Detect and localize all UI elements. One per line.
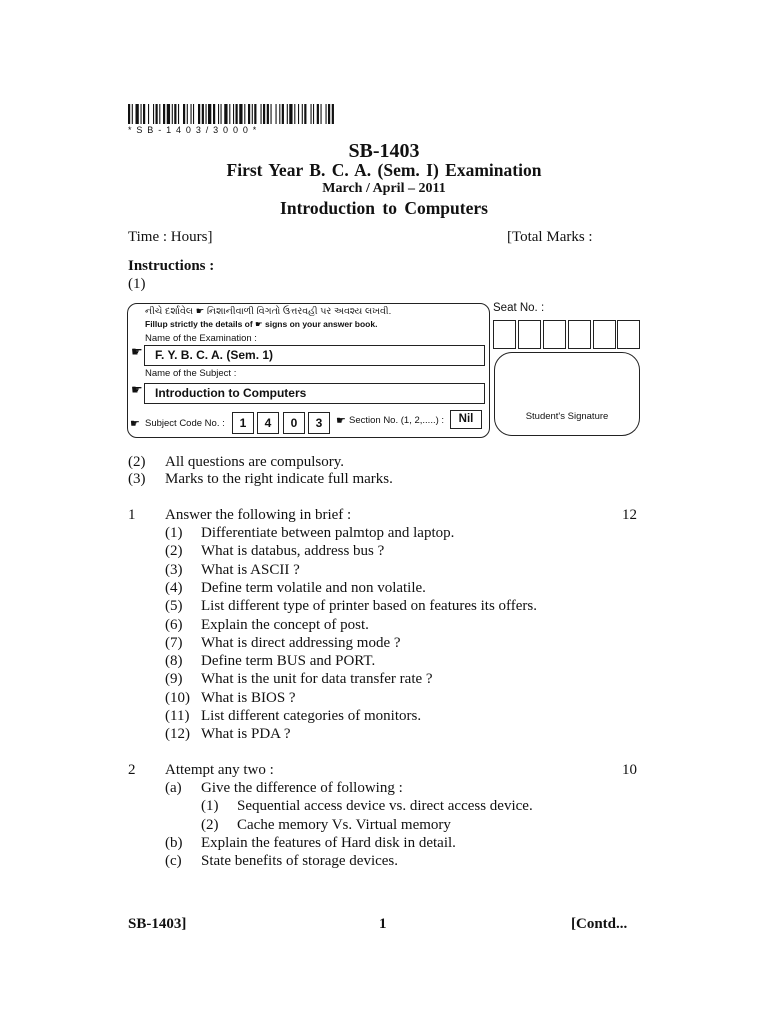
english-instruction: Fillup strictly the details of ☛ signs on your answer book. xyxy=(145,319,378,329)
subject-code-label: Subject Code No. : xyxy=(145,418,225,429)
subject-title: Introduction to Computers xyxy=(280,198,488,218)
signature-label: Student's Signature xyxy=(525,411,609,422)
instruction-3-number: (3) xyxy=(128,471,146,487)
question-1-item-text: What is databus, address bus ? xyxy=(201,543,385,560)
subject-code-digit: 4 xyxy=(257,412,279,434)
footer-paper-code: SB-1403] xyxy=(128,916,187,932)
question-1-item-number: (9) xyxy=(165,671,183,688)
question-1-item-number: (12) xyxy=(165,726,190,743)
question-1-item-text: What is ASCII ? xyxy=(201,561,300,578)
barcode-image xyxy=(128,104,413,126)
subject-code-digit: 3 xyxy=(308,412,330,434)
question-1-item-number: (7) xyxy=(165,634,183,651)
footer-continued: [Contd... xyxy=(571,916,628,932)
question-1-item-number: (6) xyxy=(165,616,183,633)
subject-name-label: Name of the Subject : xyxy=(145,368,237,379)
exam-title: First Year B. C. A. (Sem. I) Examination xyxy=(226,160,542,180)
instruction-2-number: (2) xyxy=(128,454,146,470)
question-1-item-text: Define term volatile and non volatile. xyxy=(201,579,426,596)
gujarati-instruction: નીચે દર્શાવેલ ☛ નિશાનીવાળી વિગતો ઉત્તરવહી પર અવશ્ય લખવી. xyxy=(145,306,392,317)
instruction-1-number: (1) xyxy=(128,276,146,292)
question-1-item-text: What is direct addressing mode ? xyxy=(201,634,401,651)
subject-name-field xyxy=(144,383,485,404)
question-1-item-text: Define term BUS and PORT. xyxy=(201,653,376,670)
question-1-item-text: What is the unit for data transfer rate ? xyxy=(201,671,433,688)
question-1-item-text: What is BIOS ? xyxy=(201,689,296,706)
pointing-hand-icon: ☛ xyxy=(131,345,143,360)
question-1-number: 1 xyxy=(128,507,136,523)
time-label: Time : Hours] xyxy=(128,229,213,245)
question-1-item-text: List different type of printer based on features its offers. xyxy=(201,598,538,615)
question-1-marks: 12 xyxy=(622,507,637,523)
seat-number-box xyxy=(493,320,516,349)
exam-name-field xyxy=(144,345,485,366)
question-2a-sub-text: Cache memory Vs. Virtual memory xyxy=(237,817,451,833)
exam-session: March / April – 2011 xyxy=(322,181,446,196)
question-2b-text: Explain the features of Hard disk in detail. xyxy=(201,835,456,851)
question-2-number: 2 xyxy=(128,762,136,778)
question-2c-number: (c) xyxy=(165,853,182,869)
question-2a-sub-text: Sequential access device vs. direct access device. xyxy=(237,798,533,814)
exam-name-label: Name of the Examination : xyxy=(145,333,257,344)
question-1-item-number: (2) xyxy=(165,543,183,560)
subject-code-digit: 1 xyxy=(232,412,254,434)
total-marks-label: [Total Marks : xyxy=(507,229,593,245)
question-1-item-number: (3) xyxy=(165,561,183,578)
section-number-label: Section No. (1, 2,.....) : xyxy=(349,415,445,426)
question-2c-text: State benefits of storage devices. xyxy=(201,853,399,869)
question-2a-sub-number: (1) xyxy=(201,798,219,814)
footer-page-number: 1 xyxy=(379,916,387,932)
question-1-item-text: What is PDA ? xyxy=(201,726,291,743)
question-1-item-text: Differentiate between palmtop and laptop. xyxy=(201,525,455,541)
question-1-text: Answer the following in brief : xyxy=(165,507,352,523)
question-2-marks: 10 xyxy=(622,762,637,778)
question-2a-text: Give the difference of following : xyxy=(201,780,403,796)
question-2a-number: (a) xyxy=(165,780,182,796)
question-1-item-number: (8) xyxy=(165,653,183,670)
question-1-item-text: List different categories of monitors. xyxy=(201,708,422,724)
section-number-value: Nil xyxy=(450,410,482,429)
seat-number-label: Seat No. : xyxy=(493,302,545,314)
instructions-heading: Instructions : xyxy=(128,258,215,274)
question-1-item-text: Explain the concept of post. xyxy=(201,616,369,633)
pointing-hand-icon: ☛ xyxy=(336,414,346,427)
instruction-2-text: All questions are compulsory. xyxy=(165,454,344,470)
subject-name-value: Introduction to Computers xyxy=(155,386,307,400)
seat-number-box xyxy=(568,320,591,349)
instruction-3-text: Marks to the right indicate full marks. xyxy=(165,471,393,487)
exam-name-value: F. Y. B. C. A. (Sem. 1) xyxy=(155,348,274,362)
barcode-text: * S B - 1 4 0 3 / 3 0 0 0 * xyxy=(128,125,258,135)
question-1-item-number: (10) xyxy=(165,689,190,706)
question-2a-sub-number: (2) xyxy=(201,817,219,833)
question-1-item-number: (5) xyxy=(165,598,183,615)
question-1-item-number: (11) xyxy=(165,708,190,724)
question-1-item-number: (4) xyxy=(165,579,183,596)
question-2b-number: (b) xyxy=(165,835,183,851)
seat-number-box xyxy=(593,320,616,349)
seat-number-box xyxy=(543,320,566,349)
signature-box xyxy=(494,352,640,436)
seat-number-box xyxy=(518,320,541,349)
subject-code-digit: 0 xyxy=(283,412,305,434)
paper-code: SB-1403 xyxy=(348,140,420,162)
pointing-hand-icon: ☛ xyxy=(131,383,143,398)
question-1-item-number: (1) xyxy=(165,525,183,541)
seat-number-box xyxy=(617,320,640,349)
pointing-hand-icon: ☛ xyxy=(130,417,140,430)
question-2-text: Attempt any two : xyxy=(165,762,274,778)
